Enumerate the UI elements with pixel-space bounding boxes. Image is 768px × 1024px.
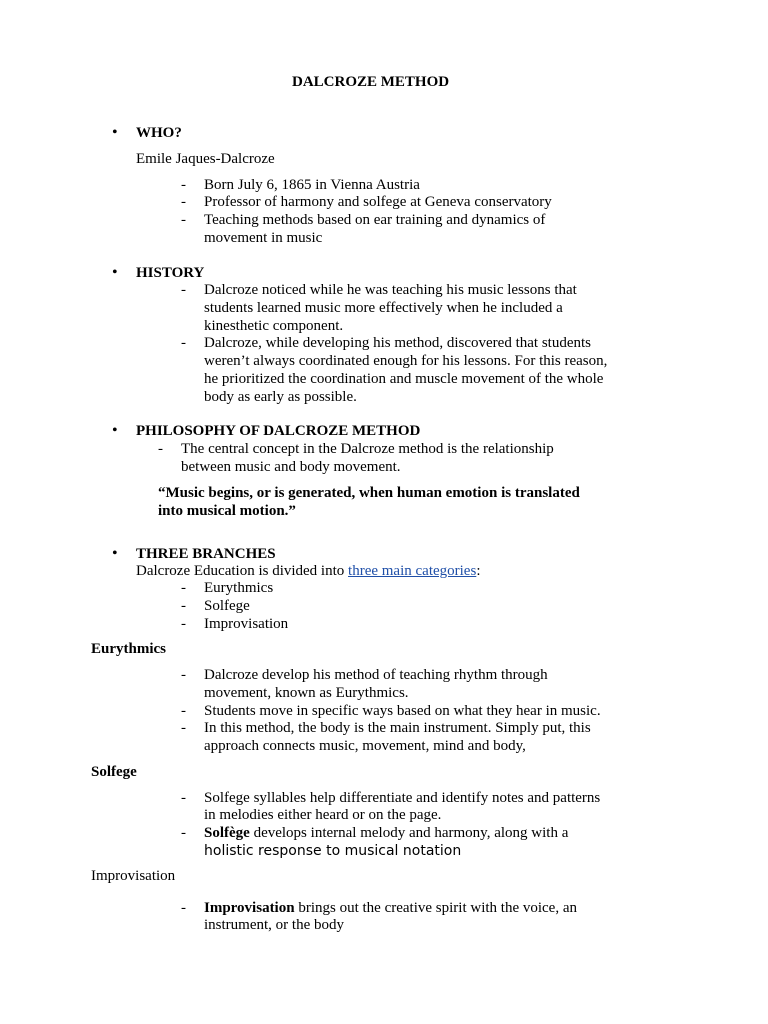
subheading-eurythmics: Eurythmics bbox=[91, 641, 166, 657]
history-item-2-line-1: Dalcroze, while developing his method, discovered that students bbox=[204, 335, 591, 351]
eurythmics-item-1-line-2: movement, known as Eurythmics. bbox=[204, 685, 409, 701]
who-item-2: Professor of harmony and solfege at Geneva conservatory bbox=[204, 194, 552, 210]
history-item-1-line-2: students learned music more effectively when he included a bbox=[204, 300, 563, 316]
dash-marker: - bbox=[181, 177, 186, 193]
dash-marker: - bbox=[181, 825, 186, 841]
solfege-item-1-line-1: Solfege syllables help differentiate and identify notes and patterns bbox=[204, 790, 601, 806]
solfege-item-2-text: develops internal melody and harmony, along with a bbox=[249, 825, 569, 841]
improvisation-bold-term: Improvisation bbox=[204, 900, 295, 916]
improvisation-item-line-1 bbox=[204, 899, 577, 917]
section-heading-who: WHO? bbox=[136, 125, 182, 141]
three-main-categories-link[interactable]: three main categories bbox=[348, 563, 477, 579]
dash-marker: - bbox=[158, 441, 163, 457]
dash-marker: - bbox=[181, 720, 186, 736]
solfege-item-1-line-2: in melodies either heard or on the page. bbox=[204, 807, 442, 823]
eurythmics-item-2: Students move in specific ways based on what they hear in music. bbox=[204, 703, 601, 719]
quote-line-2: into musical motion.” bbox=[158, 503, 296, 519]
history-item-2-line-4: body as early as possible. bbox=[204, 389, 357, 405]
eurythmics-item-3-line-2: approach connects music, movement, mind and body, bbox=[204, 738, 526, 754]
philosophy-item-line-2: between music and body movement. bbox=[181, 459, 401, 475]
dash-marker: - bbox=[181, 282, 186, 298]
who-item-1: Born July 6, 1865 in Vienna Austria bbox=[204, 177, 420, 193]
dash-marker: - bbox=[181, 212, 186, 228]
dash-marker: - bbox=[181, 790, 186, 806]
dash-marker: - bbox=[181, 616, 186, 632]
section-heading-branches: THREE BRANCHES bbox=[136, 546, 276, 562]
section-heading-history: HISTORY bbox=[136, 265, 205, 281]
dash-marker: - bbox=[181, 335, 186, 351]
history-item-2-line-2: weren’t always coordinated enough for his lessons. For this reason, bbox=[204, 353, 608, 369]
subheading-improvisation: Improvisation bbox=[91, 868, 176, 884]
improvisation-item-line-2: instrument, or the body bbox=[204, 917, 344, 933]
dash-marker: - bbox=[181, 598, 186, 614]
bullet-icon: • bbox=[112, 124, 118, 141]
solfege-bold-term: Solfège bbox=[204, 825, 250, 841]
solfege-item-2-line-2: holistic response to musical notation bbox=[204, 843, 462, 859]
branches-intro-text: Dalcroze Education is divided into bbox=[136, 563, 349, 579]
branches-intro bbox=[136, 562, 480, 580]
history-item-2-line-3: he prioritized the coordination and muscle movement of the whole bbox=[204, 371, 604, 387]
document-title: DALCROZE METHOD bbox=[292, 74, 450, 90]
dash-marker: - bbox=[181, 580, 186, 596]
solfege-item-2-line-1 bbox=[204, 824, 568, 842]
bullet-icon: • bbox=[112, 264, 118, 281]
bullet-icon: • bbox=[112, 545, 118, 562]
who-item-3-line-1: Teaching methods based on ear training and dynamics of bbox=[204, 212, 546, 228]
eurythmics-item-3-line-1: In this method, the body is the main instrument. Simply put, this bbox=[204, 720, 591, 736]
dash-marker: - bbox=[181, 667, 186, 683]
branches-intro-colon: : bbox=[476, 563, 481, 579]
history-item-1-line-3: kinesthetic component. bbox=[204, 318, 344, 334]
dash-marker: - bbox=[181, 900, 186, 916]
quote-line-1: “Music begins, or is generated, when human emotion is translated bbox=[158, 485, 580, 501]
section-heading-philosophy: PHILOSOPHY OF DALCROZE METHOD bbox=[136, 423, 421, 439]
dash-marker: - bbox=[181, 194, 186, 210]
branch-item-eurythmics: Eurythmics bbox=[204, 580, 274, 596]
subheading-solfege: Solfege bbox=[91, 764, 137, 780]
dash-marker: - bbox=[181, 703, 186, 719]
eurythmics-item-1-line-1: Dalcroze develop his method of teaching rhythm through bbox=[204, 667, 548, 683]
who-item-3-line-2: movement in music bbox=[204, 230, 323, 246]
bullet-icon: • bbox=[112, 422, 118, 439]
branch-item-improvisation: Improvisation bbox=[204, 616, 289, 632]
who-name: Emile Jaques-Dalcroze bbox=[136, 151, 275, 167]
philosophy-item-line-1: The central concept in the Dalcroze method is the relationship bbox=[181, 441, 554, 457]
history-item-1-line-1: Dalcroze noticed while he was teaching his music lessons that bbox=[204, 282, 577, 298]
improvisation-item-text: brings out the creative spirit with the voice, an bbox=[294, 900, 577, 916]
branch-item-solfege: Solfege bbox=[204, 598, 250, 614]
